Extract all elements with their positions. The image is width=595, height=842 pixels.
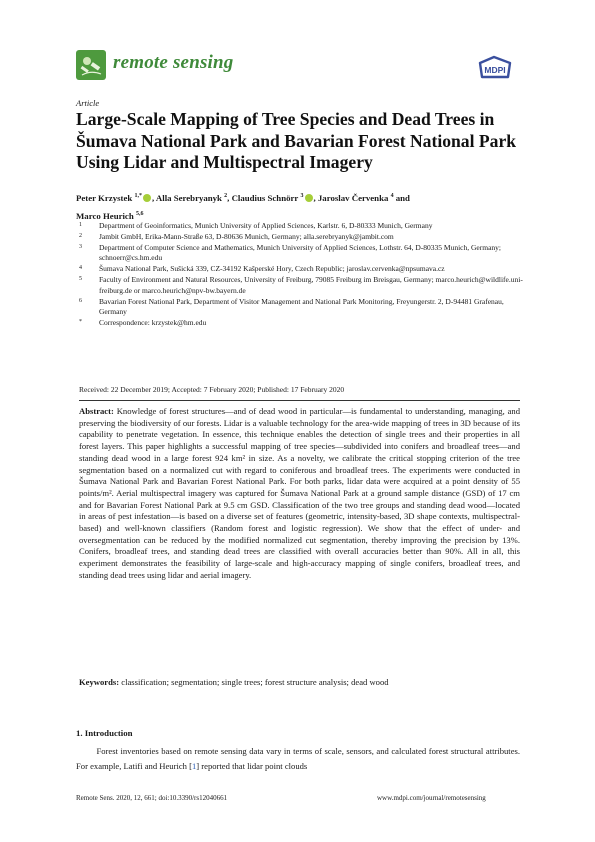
affiliation-item <box>76 297 526 319</box>
affiliation-item <box>76 318 526 329</box>
author-name: Alla Serebryanyk <box>155 192 222 203</box>
author-affiliation-marker: 3 <box>300 193 304 199</box>
intro-text-start: Forest inventories based on remote sensing data vary in terms of scale, sensors, and calculated forest structural attributes. For example, Latifi and Heurich [ <box>76 746 521 771</box>
affiliation-text: Department of Computer Science and Mathematics, Munich University of Applied Sciences, Lothstr. 64, D-80335 Munich, Germany; schnoerr@cs.hm.edu <box>99 242 501 263</box>
abstract-text: Knowledge of forest structures—and of dead wood in particular—is fundamental to understanding, managing, and preserving the biodiversity of our forests. Lidar is a valuable technology for the area-wide mapping of trees in 3D because of its capability to penetrate vegetation. In essence, this technique enables the detection of single trees and their properties in all forest layers. This paper highlights a successful mapping of tree species—subdivided into conifers and broadleaf trees—and standing dead wood in a large forest 924 km² in size. As a novelty, we calibrate the critical stopping criterion of the tree segmentation based on a normalized cut with regard to coniferous and broadleaf trees. The experiments were conducted in Šumava National Park and Bavarian Forest National Park. For both parks, lidar data were acquired at a point density of 55 points/m². Aerial multispectral imagery was captured for Šumava National Park at a ground sample distance (GSD) of 17 cm and for Bavarian Forest National Park at 9.5 cm GSD. Classification of the two tree groups and standing dead wood—located in areas of pest infestation—is based on a diverse set of features (geometric, intensity-based, 3D shape contexts, multispectral-based) and well-known classifiers (Random forest and logistic regression). We show that the effect of under- and oversegmentation can be reduced by the modified normalized cut segmentation, thereby improving the precision by 13%. Conifers, broadleaf trees, and standing dead trees are classified with overall accuracies better than 90%. All in all, this experiment demonstrates the feasibility of large-scale and high-accuracy mapping of single conifers, broadleaf trees, and standing dead trees using lidar and aerial imagery. <box>79 406 521 580</box>
keywords-label: Keywords: <box>79 677 120 687</box>
author-name: Jaroslav Červenka <box>317 192 389 203</box>
introduction-paragraph <box>76 744 520 774</box>
mdpi-logo-icon <box>474 55 516 79</box>
affiliation-number: 2 <box>79 232 82 239</box>
author-list: Peter Krzystek $^{1,*}$ , Alla Serebryanyk $^2$, Claudius Schnörr $^3$ , Jaroslav Červenka $^4$ and Marco Heurich $^{5,6}$ <box>76 192 410 221</box>
author-affiliation-marker: 4 <box>390 193 394 199</box>
affiliation-item <box>76 264 526 275</box>
author-affiliation-marker: 5,6 <box>135 210 144 217</box>
publisher-name: MDPI <box>484 65 506 75</box>
affiliation-text: Faculty of Environment and Natural Resources, University of Freiburg, 79085 Freiburg im Breisgau, Germany; marco.heurich@wildlife.uni-freiburg.de or marco.heurich@npv-bw.bayern.de <box>99 274 523 295</box>
affiliation-text: Bavarian Forest National Park, Department of Visitor Management and National Park Monitoring, Freyungerstr. 2, D-94481 Grafenau, Germany <box>99 296 504 317</box>
journal-name: remote sensing <box>113 52 234 73</box>
abstract-label: Abstract: <box>79 406 114 416</box>
author-connector: and <box>395 192 410 203</box>
affiliation-text: Correspondence: krzystek@hm.edu <box>99 318 207 328</box>
keywords-text: classification; segmentation; single trees; forest structure analysis; dead wood <box>121 677 389 687</box>
publication-dates: Received: 22 December 2019; Accepted: 7 February 2020; Published: 17 February 2020 <box>79 385 345 394</box>
article-type: Article <box>76 98 100 108</box>
affiliation-list <box>76 221 526 329</box>
affiliation-text: Šumava National Park, Sušická 339, CZ-34192 Kašperské Hory, Czech Republic; jaroslav.cervenka@npsumava.cz <box>99 264 445 274</box>
keywords <box>79 677 520 689</box>
section-heading: 1. Introduction <box>76 728 133 738</box>
author-affiliation-marker: 2 <box>224 193 228 199</box>
affiliation-number: 1 <box>79 222 82 228</box>
paper-title: Large-Scale Mapping of Tree Species and Dead Trees in Šumava National Park and Bavarian Forest National Park Using Lidar and Multispectral Imagery <box>76 109 517 172</box>
affiliation-text: Department of Geoinformatics, Munich University of Applied Sciences, Karlstr. 6, D-80333 Munich, Germany <box>99 221 433 230</box>
footer-citation: Remote Sens. 2020, 12, 661; doi:10.3390/rs12040661 <box>76 794 228 802</box>
footer-journal-url[interactable]: www.mdpi.com/journal/remotesensing <box>377 794 486 802</box>
author-name: Marco Heurich <box>76 210 134 221</box>
citation-link[interactable]: 1 <box>191 761 197 771</box>
author-name: Peter Krzystek <box>76 192 133 203</box>
journal-logo-icon <box>76 50 106 80</box>
intro-text-end: ] reported that lidar point clouds <box>196 761 308 771</box>
orcid-icon[interactable] <box>143 194 151 202</box>
affiliation-item <box>76 243 526 265</box>
affiliation-item <box>76 275 526 297</box>
affiliation-number: 6 <box>79 297 82 304</box>
affiliation-text: Jambit GmbH, Erika-Mann-Straße 63, D-80636 Munich, Germany; alla.serebryanyk@jambit.com <box>99 231 394 241</box>
affiliation-number: * <box>79 319 82 326</box>
affiliation-item <box>76 232 526 243</box>
affiliation-item <box>76 221 526 232</box>
author-affiliation-marker: 1,* <box>134 193 142 199</box>
affiliation-number: 3 <box>79 243 82 250</box>
abstract <box>79 406 520 582</box>
affiliation-number: 4 <box>79 265 82 272</box>
header-divider <box>79 400 520 401</box>
author-name: Claudius Schnörr <box>231 192 299 203</box>
affiliation-number: 5 <box>79 275 82 282</box>
orcid-icon[interactable] <box>305 194 313 202</box>
